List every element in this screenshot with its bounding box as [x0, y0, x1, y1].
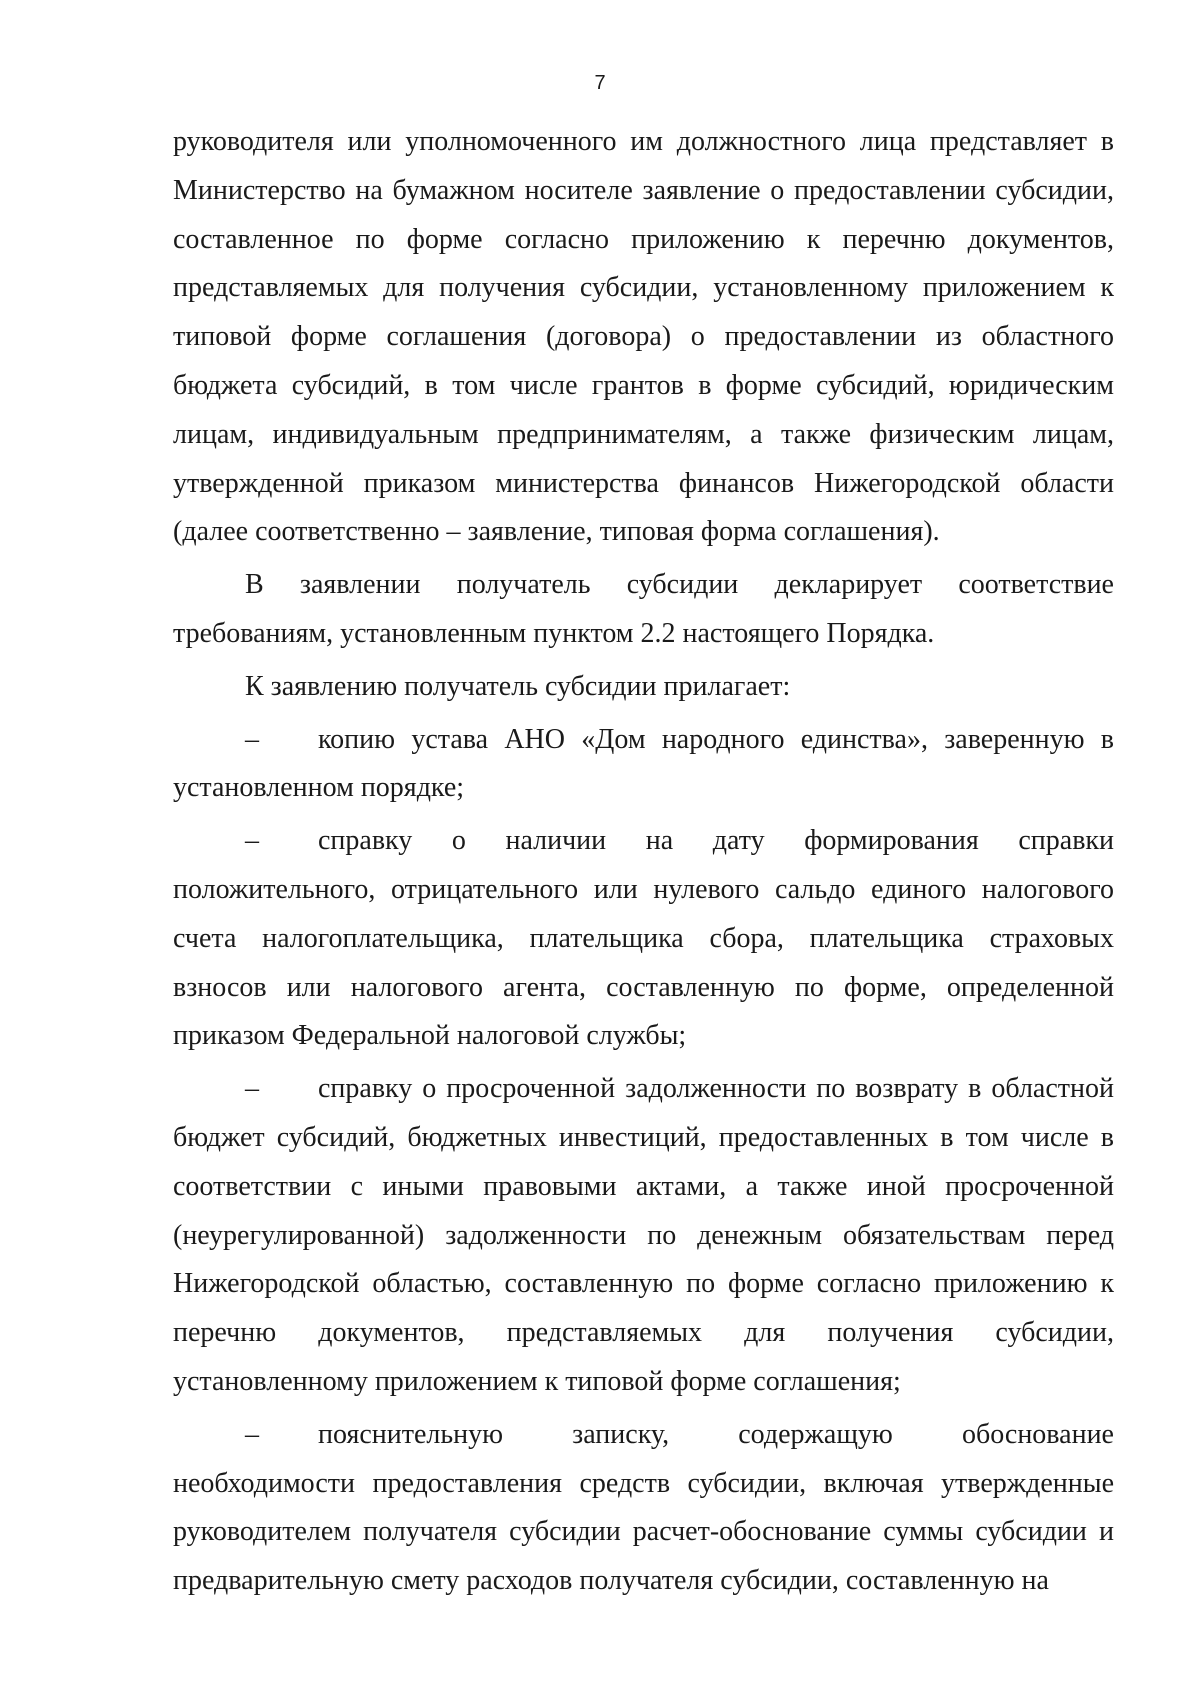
dash-marker: –: [245, 825, 259, 857]
paragraph-1: руководителя или уполномоченного им должностного лица представляет в Министерство на бумажном носителе заявление о предоставлении субсидии, составленное по форме согласно приложению к перечню документов, представляемых для получения субсидии, установленному приложением к типовой форме соглашения (договора) о предоставлении из областного бюджета субсидий, в том числе грантов в форме субсидий, юридическим лицам, индивидуальным предпринимателям, а также физическим лицам, утвержденной приказом министерства финансов Нижегородской области (далее соответственно – заявление, типовая форма соглашения).: [173, 126, 1114, 548]
dash-marker: –: [245, 1418, 259, 1450]
page-number: 7: [594, 72, 606, 94]
document-body: [173, 118, 1114, 1610]
list-item-text: копию устава АНО «Дом народного единства», заверенную в установленном порядке;: [173, 723, 1114, 804]
dash-marker: –: [245, 723, 259, 755]
paragraph-3: К заявлению получатель субсидии прилагает:: [245, 670, 791, 702]
list-item: [173, 1411, 1114, 1606]
paragraph-2: В заявлении получатель субсидии декларирует соответствие требованиям, установленным пунктом 2.2 настоящего Порядка.: [173, 569, 1114, 649]
list-item: [173, 817, 1114, 1061]
list-item-text: пояснительную записку, содержащую обоснование необходимости предоставления средств субсидии, включая утвержденные руководителем получателя субсидии расчет-обоснование суммы субсидии и предварительную смету расходов получателя субсидии, составленную на: [173, 1418, 1114, 1597]
list-item-text: справку о наличии на дату формирования справки положительного, отрицательного или нулевого сальдо единого налогового счета налогоплательщика, плательщика сбора, плательщика страховых взносов или налогового агента, составленную по форме, определенной приказом Федеральной налоговой службы;: [173, 825, 1114, 1052]
list-item: [173, 1065, 1114, 1407]
list-item: [173, 716, 1114, 814]
list-item-text: справку о просроченной задолженности по возврату в областной бюджет субсидий, бюджетных инвестиций, предоставленных в том числе в соответствии с иными правовыми актами, а также иной просроченной (неурегулированной) задолженности по денежным обязательствам перед Нижегородской областью, составленную по форме согласно приложению к перечню документов, представляемых для получения субсидии, установленному приложением к типовой форме соглашения;: [173, 1073, 1114, 1397]
dash-marker: –: [245, 1073, 259, 1105]
